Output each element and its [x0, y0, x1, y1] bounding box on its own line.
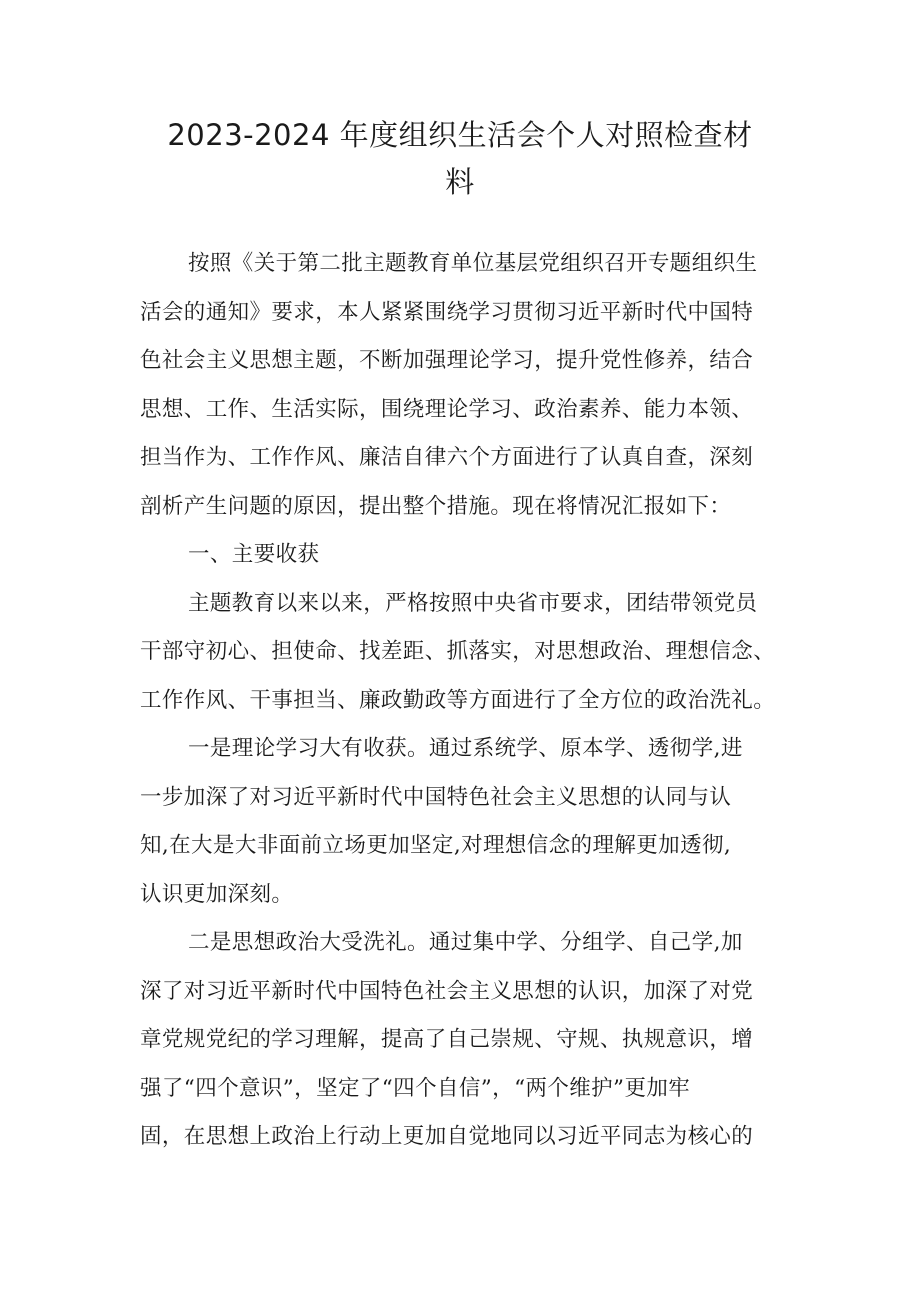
- title-line-1: 2023-2024 年度组织生活会个人对照检查材: [167, 118, 753, 152]
- paragraph-line: 二是思想政治大受洗礼。通过集中学、分组学、自己学,加: [188, 930, 743, 955]
- paragraph-line: 思想、工作、生活实际，围绕理论学习、政治素养、能力本领、: [140, 396, 754, 422]
- paragraph-line: 主题教育以来以来，严格按照中央省市要求，团结带领党员: [188, 590, 758, 616]
- paragraph-line: 固，在思想上政治上行动上更加自觉地同以习近平同志为核心的: [140, 1124, 754, 1149]
- paragraph-line: 知,在大是大非面前立场更加坚定,对理想信念的理解更加透彻,: [140, 833, 732, 858]
- paragraph-line: 强了“四个意识”，坚定了“四个自信”，“两个维护”更加牢: [140, 1075, 691, 1101]
- paragraph-line: 一是理论学习大有收获。通过系统学、原本学、透彻学,进: [188, 736, 743, 761]
- paragraph-line: 色社会主义思想主题，不断加强理论学习，提升党性修养，结合: [140, 348, 754, 373]
- paragraph-line: 工作作风、干事担当、廉政勤政等方面进行了全方位的政治洗礼。: [140, 687, 776, 713]
- paragraph-line: 剖析产生问题的原因，提出整个措施。现在将情况汇报如下：: [140, 493, 732, 519]
- document-title: [130, 112, 790, 206]
- document-body: [140, 240, 800, 1162]
- paragraph-line: 认识更加深刻。: [140, 881, 294, 907]
- paragraph-line: 按照《关于第二批主题教育单位基层党组织召开专题组织生: [188, 251, 758, 276]
- paragraph-line: 章党规党纪的学习理解，提高了自己崇规、守规、执规意识，增: [140, 1027, 754, 1052]
- title-line-2: 料: [445, 165, 475, 199]
- section-heading: 一、主要收获: [188, 542, 320, 567]
- paragraph-line: 深了对习近平新时代中国特色社会主义思想的认识，加深了对党: [140, 978, 754, 1004]
- paragraph-line: 干部守初心、担使命、找差距、抓落实，对思想政治、理想信念、: [140, 639, 776, 664]
- paragraph-line: 活会的通知》要求，本人紧紧围绕学习贯彻习近平新时代中国特: [140, 299, 754, 325]
- paragraph-line: 担当作为、工作作风、廉洁自律六个方面进行了认真自查，深刻: [140, 445, 754, 470]
- paragraph-line: 一步加深了对习近平新时代中国特色社会主义思想的认同与认: [140, 784, 732, 810]
